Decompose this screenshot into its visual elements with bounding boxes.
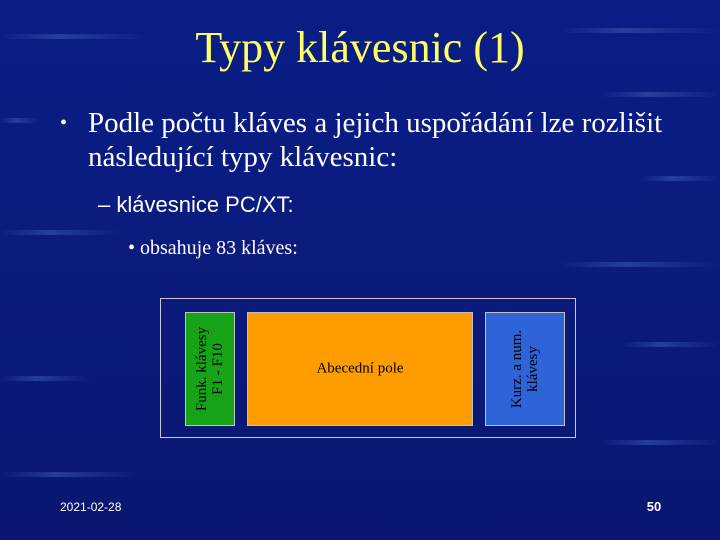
function-keys-line2: F1 - F10 <box>210 343 226 395</box>
bullet-dot: • <box>128 237 136 259</box>
cursor-numeric-label <box>509 330 541 408</box>
bullet-level1 <box>60 106 680 174</box>
function-keys-line1: Funk. klávesy <box>194 326 210 412</box>
bullet-level1-text: Podle počtu kláves a jejich uspořádání lze rozlišit následující typy klávesnic: <box>88 107 663 173</box>
cursor-numeric-block <box>485 312 565 426</box>
cursor-numeric-line1: Kurz. a num. <box>509 329 525 409</box>
function-keys-label <box>194 327 226 411</box>
alphanumeric-block <box>247 312 473 426</box>
page-number: 50 <box>646 499 662 514</box>
cursor-numeric-line2: klávesy <box>525 346 541 392</box>
bullet-dot: • <box>60 112 68 134</box>
background-streak <box>0 118 40 123</box>
bullet-level2: – klávesnice PC/XT: <box>98 192 294 217</box>
background-streak <box>560 262 720 267</box>
function-keys-block <box>185 312 235 426</box>
background-streak <box>0 230 120 235</box>
background-streak <box>0 472 140 477</box>
slide-date: 2021-02-28 <box>60 500 122 514</box>
background-streak <box>600 92 720 97</box>
bullet-level3 <box>128 234 298 262</box>
bullet-level3-text: obsahuje 83 kláves: <box>140 237 298 259</box>
background-streak <box>640 176 720 181</box>
slide-title: Typy klávesnic (1) <box>195 23 525 72</box>
background-streak <box>0 376 90 381</box>
background-streak <box>600 440 720 445</box>
background-streak <box>620 342 720 347</box>
alphanumeric-label: Abecední pole <box>316 360 404 377</box>
